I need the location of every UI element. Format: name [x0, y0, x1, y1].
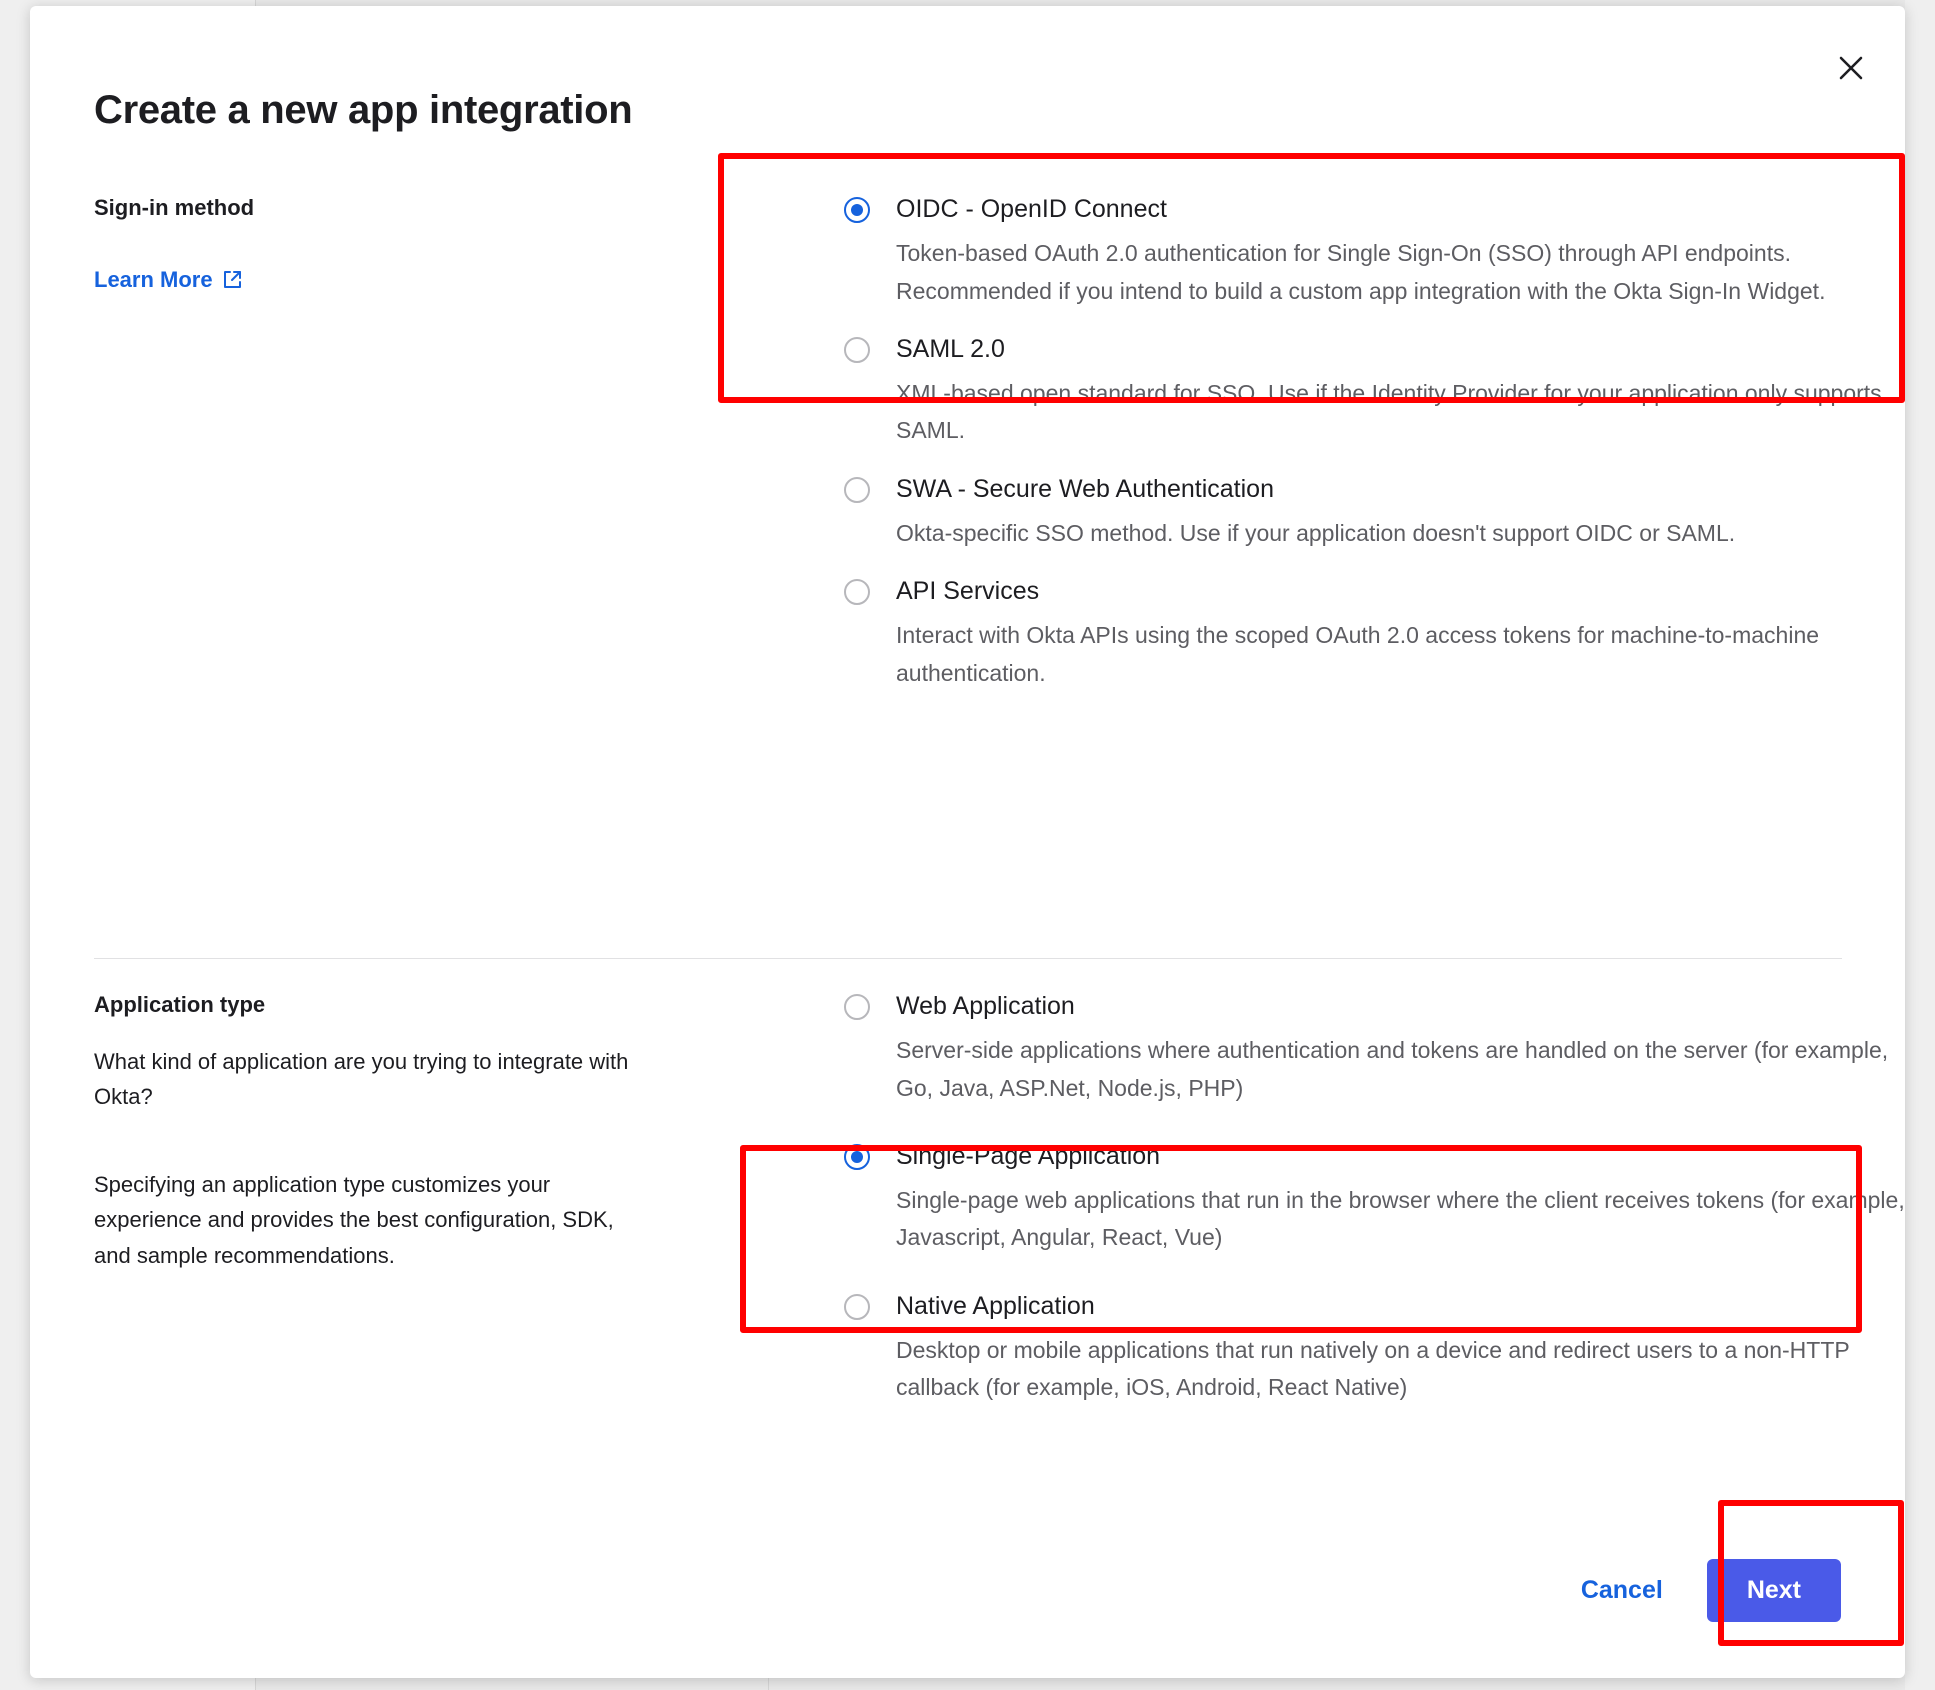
option-web-application-description: Server-side applications where authentication and tokens are handled on the server (for example, Go, Java, ASP.Net, Node.js, PHP) — [896, 1037, 1889, 1101]
learn-more-label: Learn More — [94, 266, 213, 292]
option-oidc-description: Token-based OAuth 2.0 authentication for Single Sign-On (SSO) through API endpoints. Recommended if you intend to build a custom app integration with the Okta Sign-In Widget. — [896, 240, 1826, 304]
option-oidc-label: OIDC - OpenID Connect — [896, 195, 1167, 223]
close-icon[interactable] — [1829, 46, 1873, 90]
option-api-services[interactable] — [834, 576, 1914, 692]
radio-oidc[interactable] — [844, 197, 870, 223]
cancel-button[interactable]: Cancel — [1580, 1576, 1663, 1604]
option-native-application[interactable] — [834, 1291, 1914, 1407]
radio-single-page-application[interactable] — [844, 1144, 870, 1170]
option-api-services-description: Interact with Okta APIs using the scoped OAuth 2.0 access tokens for machine-to-machine authentication. — [896, 622, 1820, 686]
create-app-integration-dialog — [30, 6, 1905, 1678]
page-title: Create a new app integration — [94, 88, 633, 132]
radio-api-services[interactable] — [844, 579, 870, 605]
application-type-options — [834, 991, 1914, 1430]
next-button[interactable]: Next — [1707, 1559, 1841, 1622]
option-native-application-description: Desktop or mobile applications that run natively on a device and redirect users to a non-HTTP callback (for example, iOS, Android, React Native) — [896, 1336, 1850, 1400]
option-api-services-label: API Services — [896, 577, 1040, 605]
option-saml-label: SAML 2.0 — [896, 334, 1005, 363]
radio-saml[interactable] — [844, 337, 870, 363]
sign-in-method-label: Sign-in method — [94, 195, 255, 220]
application-type-left — [94, 991, 654, 1274]
radio-native-application[interactable] — [844, 1294, 870, 1320]
option-single-page-application[interactable] — [834, 1141, 1914, 1257]
option-web-application-label: Web Application — [896, 992, 1075, 1020]
learn-more-link[interactable] — [94, 267, 243, 293]
option-oidc[interactable] — [834, 194, 1914, 310]
option-single-page-application-description: Single-page web applications that run in the browser where the client receives tokens (for example, Javascript, Angular, React, Vue) — [896, 1187, 1905, 1251]
application-type-description-1: What kind of application are you trying to integrate with Okta? — [94, 1048, 629, 1110]
radio-swa[interactable] — [844, 477, 870, 503]
option-single-page-application-label: Single-Page Application — [896, 1141, 1161, 1170]
radio-web-application[interactable] — [844, 994, 870, 1020]
sign-in-method-left — [94, 194, 654, 293]
external-link-icon — [222, 269, 243, 290]
application-type-label: Application type — [94, 992, 266, 1017]
option-swa-label: SWA - Secure Web Authentication — [896, 474, 1274, 503]
option-swa-description: Okta-specific SSO method. Use if your application doesn't support OIDC or SAML. — [896, 519, 1736, 546]
application-type-description-2: Specifying an application type customizes your experience and provides the best configuration, SDK, and sample recommendations. — [94, 1171, 614, 1269]
option-native-application-label: Native Application — [896, 1291, 1095, 1320]
sign-in-method-options — [834, 194, 1914, 716]
section-divider — [94, 958, 1842, 959]
dialog-footer — [1581, 1559, 1841, 1622]
option-saml-description: XML-based open standard for SSO. Use if the Identity Provider for your application only supports SAML. — [896, 380, 1882, 444]
option-swa[interactable] — [834, 474, 1914, 553]
option-saml[interactable] — [834, 334, 1914, 450]
option-web-application[interactable] — [834, 991, 1914, 1107]
